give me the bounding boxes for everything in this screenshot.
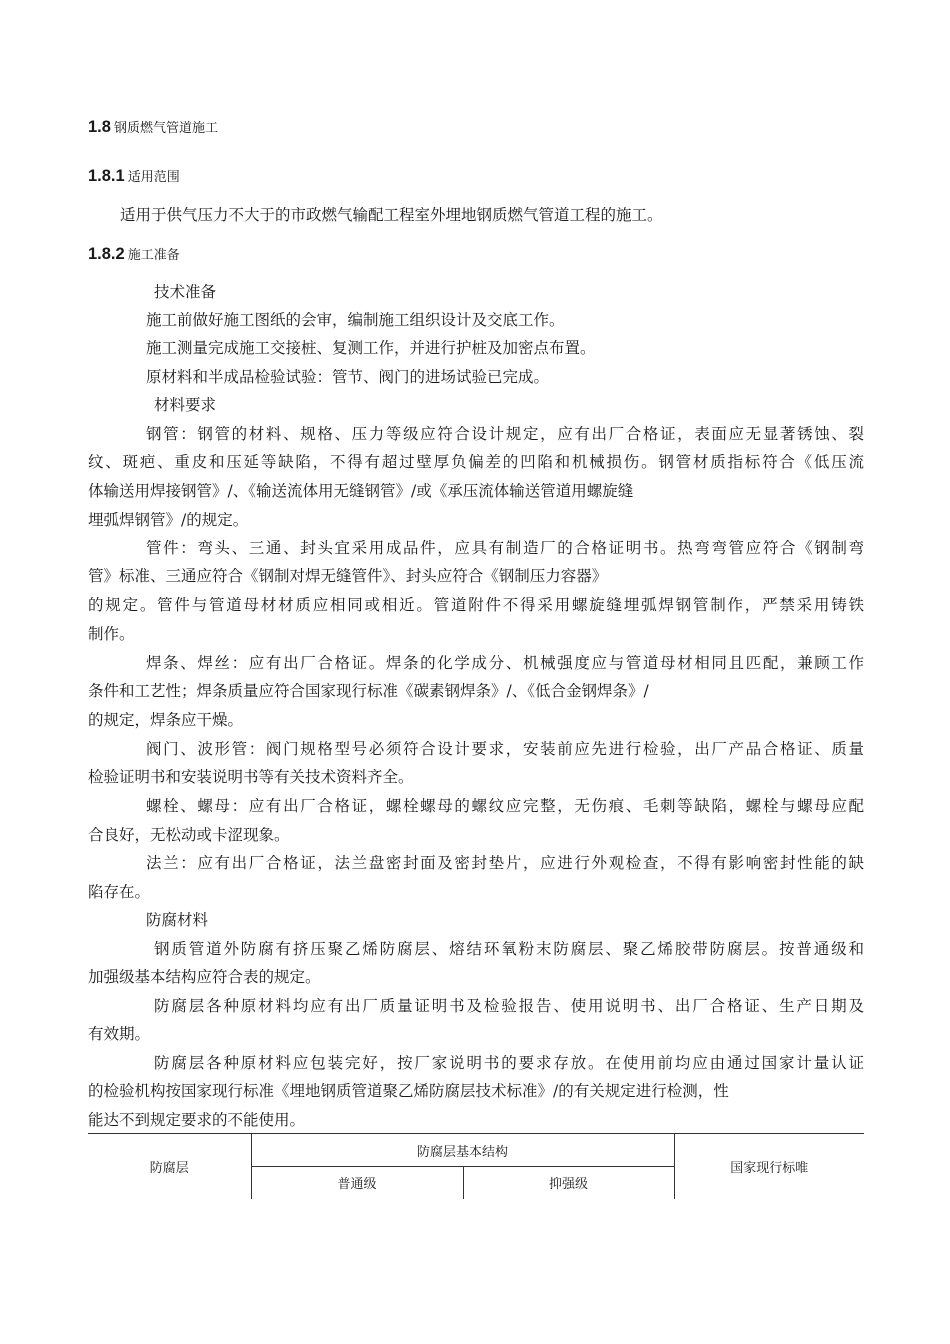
table-header-normal-grade: 普通级 bbox=[251, 1167, 463, 1199]
tech-prep-item: 施工前做好施工图纸的会审，编制施工组织设计及交底工作。 bbox=[146, 311, 565, 329]
welding-line: 焊条、焊丝：应有出厂合格证。焊条的化学成分、机械强度应与管道母材相同且匹配，兼顾工作 bbox=[146, 654, 864, 672]
steel-pipe-line: 纹、斑疤、重皮和压延等缺陷，不得有超过壁厚负偏差的凹陷和机械损伤。钢管材质指标符合《低压流 bbox=[88, 453, 864, 471]
section-title: 施工准备 bbox=[127, 248, 180, 263]
fittings-line: 制作。 bbox=[88, 625, 135, 643]
anticorrosion-p3-line: 的检验机构按国家现行标准《埋地钢质管道聚乙烯防腐层技术标准》/的有关规定进行检测，性 bbox=[88, 1082, 729, 1100]
anticorrosion-structure-table bbox=[88, 1133, 864, 1199]
material-req-heading: 材料要求 bbox=[154, 396, 217, 414]
anticorrosion-p3-line: 防腐层各种原材料应包装完好，按厂家说明书的要求存放。在使用前均应由通过国家计量认证 bbox=[154, 1054, 864, 1072]
section-title: 适用范围 bbox=[127, 170, 180, 185]
flanges-line: 法兰：应有出厂合格证，法兰盘密封面及密封垫片，应进行外观检查，不得有影响密封性能的缺 bbox=[146, 854, 864, 872]
section-heading-1-8-1 bbox=[88, 166, 180, 188]
bolts-line: 螺栓、螺母：应有出厂合格证，螺栓螺母的螺纹应完整，无伤痕、毛刺等缺陷，螺栓与螺母应配 bbox=[146, 797, 864, 815]
table-header-national-standard: 国家现行标唯 bbox=[730, 1160, 809, 1176]
tech-prep-item: 施工测量完成施工交接桩、复测工作，并进行护桩及加密点布置。 bbox=[146, 339, 596, 357]
anticorrosion-p1-line: 加强级基本结构应符合表的规定。 bbox=[88, 968, 321, 986]
section-number: 1.8.1 bbox=[88, 167, 125, 185]
welding-line: 的规定，焊条应干燥。 bbox=[88, 711, 244, 729]
steel-pipe-line: 体输送用焊接钢管》/、《输送流体用无缝钢管》/或《承压流体输送管道用螺旋缝 bbox=[88, 482, 634, 500]
fittings-line: 管》标准、三通应符合《钢制对焊无缝管件》、封头应符合《钢制压力容器》 bbox=[88, 567, 608, 585]
welding-line: 条件和工艺性；焊条质量应符合国家现行标准《碳素钢焊条》/、《低合金钢焊条》/ bbox=[88, 682, 649, 700]
steel-pipe-line: 埋弧焊钢管》/的规定。 bbox=[88, 511, 249, 529]
anticorrosion-p2-line: 防腐层各种原材料均应有出厂质量证明书及检验报告、使用说明书、出厂合格证、生产日期及 bbox=[154, 997, 864, 1015]
table-header-basic-structure: 防腐层基本结构 bbox=[251, 1134, 674, 1167]
flanges-line: 陷存在。 bbox=[88, 883, 151, 901]
section-title: 钢质燃气管道施工 bbox=[113, 121, 218, 136]
fittings-line: 管件：弯头、三通、封头宜采用成品件，应具有制造厂的合格证明书。热弯弯管应符合《钢制弯 bbox=[146, 539, 864, 557]
scope-paragraph: 适用于供气压力不大于的市政燃气输配工程室外埋地钢质燃气管道工程的施工。 bbox=[120, 206, 663, 224]
valves-line: 检验证明书和安装说明书等有关技术资料齐全。 bbox=[88, 768, 414, 786]
anticorrosion-p1-line: 钢质管道外防腐有挤压聚乙烯防腐层、熔结环氧粉末防腐层、聚乙烯胶带防腐层。按普通级和 bbox=[154, 940, 864, 958]
table-header-reinforced-grade: 抑强级 bbox=[463, 1167, 674, 1199]
fittings-line: 的规定。管件与管道母材材质应相同或相近。管道附件不得采用螺旋缝埋弧焊钢管制作，严禁采用铸铁 bbox=[88, 596, 864, 614]
section-number: 1.8.2 bbox=[88, 245, 125, 263]
anticorrosion-heading: 防腐材料 bbox=[146, 911, 209, 929]
steel-pipe-line: 钢管：钢管的材料、规格、压力等级应符合设计规定，应有出厂合格证，表面应无显著锈蚀、裂 bbox=[146, 425, 864, 443]
anticorrosion-p2-line: 有效期。 bbox=[88, 1025, 151, 1043]
section-heading-1-8 bbox=[88, 117, 218, 139]
bolts-line: 合良好，无松动或卡涩现象。 bbox=[88, 826, 290, 844]
section-number: 1.8 bbox=[88, 118, 111, 136]
anticorrosion-p3-line: 能达不到规定要求的不能使用。 bbox=[88, 1111, 306, 1129]
tech-prep-item: 原材料和半成品检验试验：管节、阀门的进场试验已完成。 bbox=[146, 368, 550, 386]
section-heading-1-8-2 bbox=[88, 244, 180, 266]
table-header-anticorrosion-layer: 防腐层 bbox=[88, 1134, 251, 1199]
tech-prep-heading: 技术准备 bbox=[154, 283, 217, 301]
valves-line: 阀门、波形管：阀门规格型号必须符合设计要求，安装前应先进行检验，出厂产品合格证、质量 bbox=[146, 740, 864, 758]
